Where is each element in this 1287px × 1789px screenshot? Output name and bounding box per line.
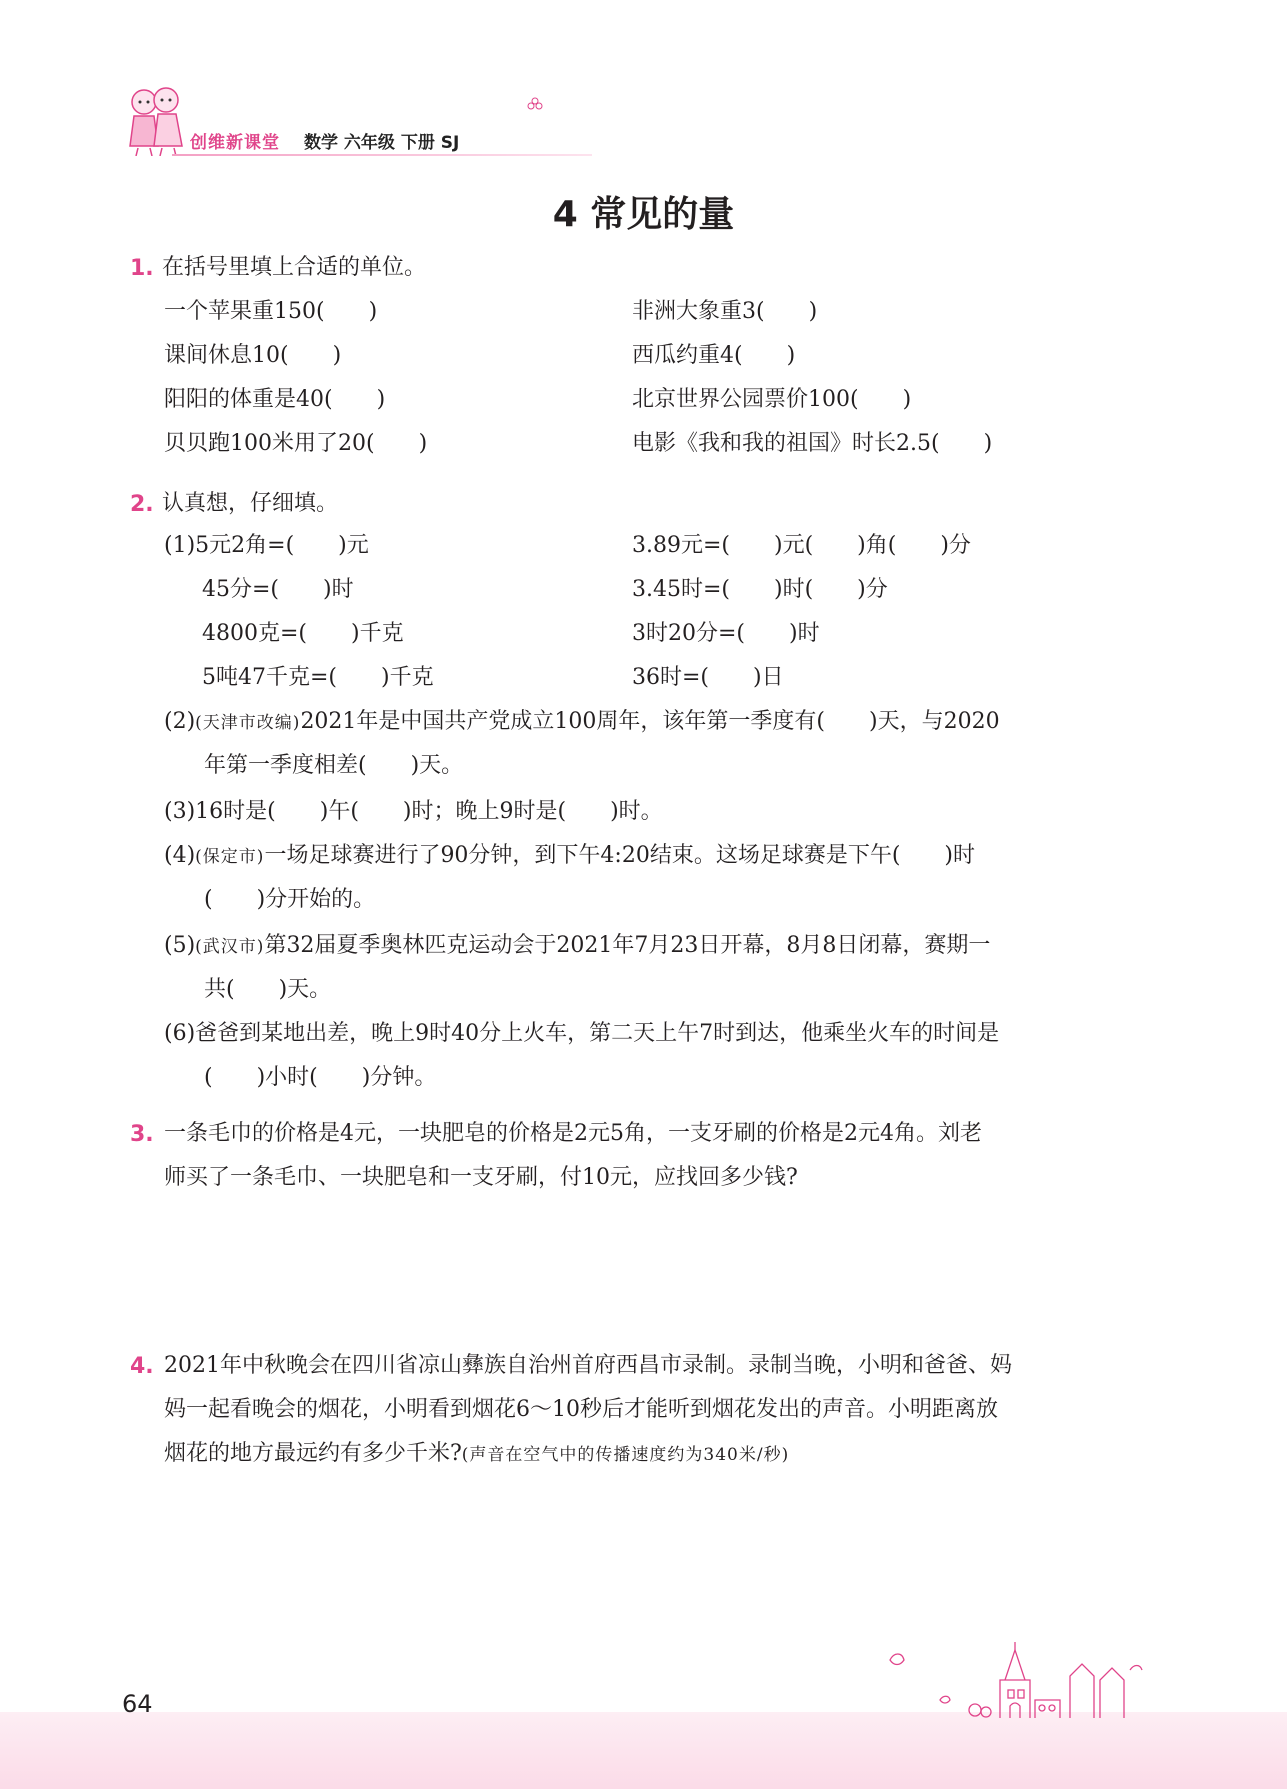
q2-part-6-line-1: (6)爸爸到某地出差，晚上9时40分上火车，第二天上午7时到达，他乘坐火车的时间是 [164, 1021, 1000, 1046]
question-1-stem: 在括号里填上合适的单位。 [162, 255, 427, 280]
q1-item: 阳阳的体重是40( ) [164, 387, 386, 412]
q2-part-2-line-2: 年第一季度相差( )天。 [204, 753, 464, 778]
question-2-stem: 认真想，仔细填。 [162, 491, 339, 516]
question-4-line-1: 2021年中秋晚会在四川省凉山彝族自治州首府西昌市录制。录制当晚，小明和爸爸、妈 [164, 1353, 1012, 1378]
q2-p1-item: 3.45时=( )时( )分 [632, 577, 888, 602]
q2-p1-item: 3时20分=( )时 [632, 621, 820, 646]
q2-part-5-line-1 [164, 931, 990, 962]
part-text: 第32届夏季奥林匹克运动会于2021年7月23日开幕，8月8日闭幕，赛期一 [264, 933, 991, 958]
source-note: (保定市) [195, 847, 265, 867]
q2-part-5-line-2: 共( )天。 [204, 977, 332, 1002]
question-3-line-1: 一条毛巾的价格是4元，一块肥皂的价格是2元5角，一支牙刷的价格是2元4角。刘老 [164, 1121, 982, 1146]
q2-part-6-line-2: ( )小时( )分钟。 [204, 1065, 437, 1090]
question-3-number: 3. [130, 1122, 154, 1147]
part-text: 2021年是中国共产党成立100周年，该年第一季度有( )天，与2020 [300, 709, 1000, 734]
castle-illustration-icon [880, 1640, 1180, 1720]
q2-p1-item: 4800克=( )千克 [202, 621, 404, 646]
q1-item: 一个苹果重150( ) [164, 299, 378, 324]
question-3-line-2: 师买了一条毛巾、一块肥皂和一支牙刷，付10元，应找回多少钱? [164, 1165, 798, 1190]
question-text: 烟花的地方最远约有多少千米? [164, 1441, 462, 1466]
q1-item: 北京世界公园票价100( ) [632, 387, 912, 412]
q2-part-4-line-1 [164, 841, 975, 872]
flower-icon [526, 96, 544, 114]
running-header [122, 84, 582, 164]
q2-p1-item: 45分=( )时 [202, 577, 354, 602]
source-note: (天津市改编) [195, 713, 301, 733]
question-2-number: 2. [130, 492, 154, 517]
hint-note: (声音在空气中的传播速度约为340米/秒) [461, 1445, 790, 1465]
part-text: 一场足球赛进行了90分钟，到下午4:20结束。这场足球赛是下午( )时 [264, 843, 976, 868]
q2-p1-item: 5吨47千克=( )千克 [202, 665, 434, 690]
question-4-line-3 [164, 1439, 789, 1470]
q1-item: 非洲大象重3( ) [632, 299, 818, 324]
cartoon-girls-icon [122, 84, 192, 156]
header-rule [172, 154, 592, 156]
part-label: (2) [164, 709, 196, 734]
q2-part-3: (3)16时是( )午( )时；晚上9时是( )时。 [164, 799, 663, 824]
footer-band [0, 1712, 1287, 1789]
source-note: (武汉市) [195, 937, 265, 957]
q1-item: 课间休息10( ) [164, 343, 342, 368]
q2-p1-item: 3.89元=( )元( )角( )分 [632, 533, 971, 558]
page-number: 64 [122, 1690, 153, 1718]
q2-part-2-line-1 [164, 707, 1000, 738]
part-label: (4) [164, 843, 196, 868]
page-title: 4 常见的量 [552, 194, 735, 235]
q2-part-4-line-2: ( )分开始的。 [204, 887, 376, 912]
part-label: (5) [164, 933, 196, 958]
brand-name: 创维新课堂 [190, 133, 280, 153]
question-1-number: 1. [130, 256, 154, 281]
q1-item: 电影《我和我的祖国》时长2.5( ) [632, 431, 993, 456]
q2-p1-item: 36时=( )日 [632, 665, 784, 690]
q1-item: 贝贝跑100米用了20( ) [164, 431, 428, 456]
q1-item: 西瓜约重4( ) [632, 343, 796, 368]
book-subject: 数学 六年级 下册 SJ [304, 133, 460, 153]
question-4-number: 4. [130, 1354, 154, 1379]
q2-p1-item: (1)5元2角=( )元 [164, 533, 369, 558]
question-4-line-2: 妈一起看晚会的烟花，小明看到烟花6～10秒后才能听到烟花发出的声音。小明距离放 [164, 1397, 998, 1422]
